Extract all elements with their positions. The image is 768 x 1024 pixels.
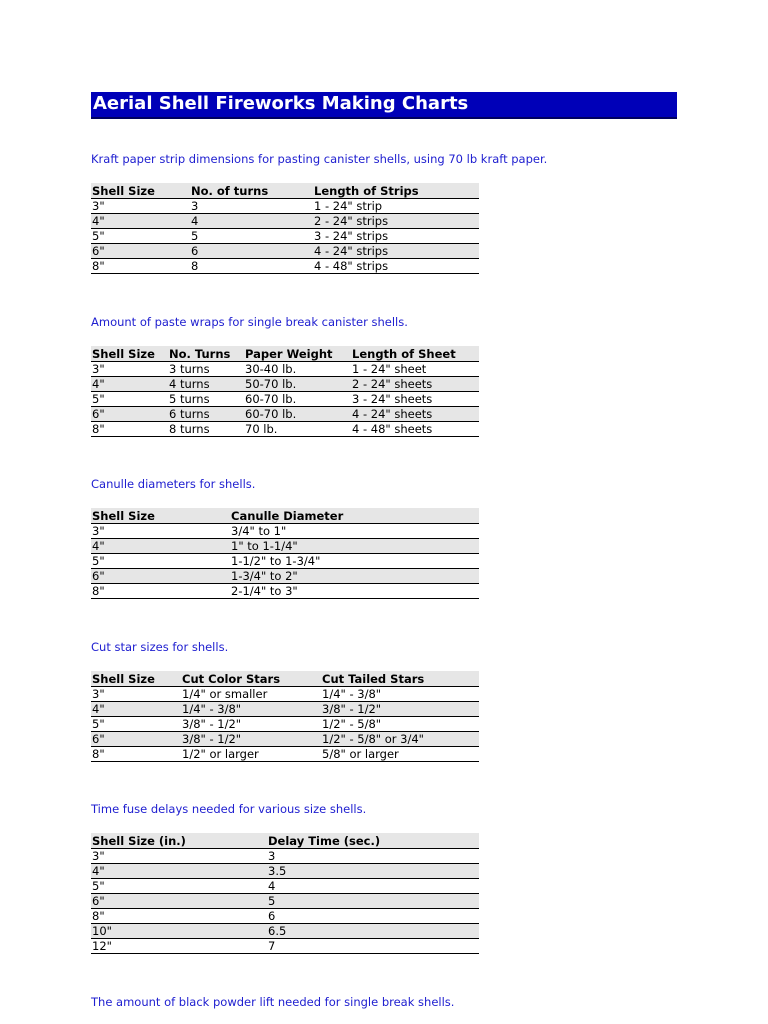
- canulle-table: [91, 508, 479, 599]
- table-row: [91, 864, 479, 879]
- table-cell: 8": [91, 747, 181, 762]
- cut-star-table: [91, 671, 479, 762]
- paste-wraps-table: [91, 346, 479, 437]
- table-cell: 6": [91, 894, 267, 909]
- lift-section-caption: The amount of black powder lift needed for single break shells.: [91, 995, 455, 1009]
- table-row: [91, 524, 479, 539]
- table-cell: 4 - 48" strips: [313, 259, 479, 274]
- table-row: [91, 849, 479, 864]
- table-cell: 6: [267, 909, 479, 924]
- table-cell: 3": [91, 687, 181, 702]
- table-cell: 4": [91, 214, 190, 229]
- table-cell: 3/8" - 1/2": [181, 717, 321, 732]
- table-cell: 3 - 24" sheets: [351, 392, 479, 407]
- table-row: [91, 362, 479, 377]
- table-cell: 4 turns: [168, 377, 244, 392]
- table-cell: 2-1/4" to 3": [230, 584, 479, 599]
- table-row: [91, 939, 479, 954]
- table-row: [91, 407, 479, 422]
- paste-wraps-section: [91, 315, 481, 437]
- table-row: [91, 422, 479, 437]
- column-header: Canulle Diameter: [230, 508, 479, 524]
- table-cell: 5: [267, 894, 479, 909]
- table-cell: 4": [91, 702, 181, 717]
- table-cell: 2 - 24" strips: [313, 214, 479, 229]
- table-cell: 3": [91, 849, 267, 864]
- table-row: [91, 879, 479, 894]
- table-cell: 1/4" - 3/8": [321, 687, 479, 702]
- column-header: Cut Tailed Stars: [321, 671, 479, 687]
- table-cell: 30-40 lb.: [244, 362, 351, 377]
- table-cell: 1 - 24" strip: [313, 199, 479, 214]
- section-caption: Time fuse delays needed for various size shells.: [91, 802, 367, 816]
- kraft-strip-table: [91, 183, 479, 274]
- table-cell: 1/2" - 5/8": [321, 717, 479, 732]
- table-cell: 5": [91, 554, 230, 569]
- table-row: [91, 244, 479, 259]
- table-cell: 5": [91, 717, 181, 732]
- table-row: [91, 377, 479, 392]
- table-cell: 4 - 24" sheets: [351, 407, 479, 422]
- table-cell: 6: [190, 244, 313, 259]
- table-row: [91, 259, 479, 274]
- table-cell: 1-1/2" to 1-3/4": [230, 554, 479, 569]
- table-cell: 4: [190, 214, 313, 229]
- table-cell: 1-3/4" to 2": [230, 569, 479, 584]
- table-cell: 2 - 24" sheets: [351, 377, 479, 392]
- table-row: [91, 894, 479, 909]
- table-cell: 1/4" or smaller: [181, 687, 321, 702]
- table-cell: 8": [91, 422, 168, 437]
- table-cell: 8: [190, 259, 313, 274]
- table-cell: 8": [91, 584, 230, 599]
- column-header: No. of turns: [190, 183, 313, 199]
- table-cell: 6": [91, 407, 168, 422]
- section-caption: Kraft paper strip dimensions for pasting canister shells, using 70 lb kraft paper.: [91, 152, 548, 166]
- column-header: Length of Sheet: [351, 346, 479, 362]
- table-cell: 5": [91, 879, 267, 894]
- table-cell: 3 turns: [168, 362, 244, 377]
- table-row: [91, 584, 479, 599]
- table-cell: 3": [91, 524, 230, 539]
- table-cell: 5": [91, 229, 190, 244]
- table-cell: 7: [267, 939, 479, 954]
- table-row: [91, 229, 479, 244]
- table-cell: 60-70 lb.: [244, 407, 351, 422]
- table-cell: 50-70 lb.: [244, 377, 351, 392]
- table-cell: 6": [91, 569, 230, 584]
- table-cell: 3 - 24" strips: [313, 229, 479, 244]
- cut-star-section: [91, 640, 481, 762]
- column-header: Delay Time (sec.): [267, 833, 479, 849]
- table-cell: 1/2" or larger: [181, 747, 321, 762]
- table-cell: 4": [91, 864, 267, 879]
- table-cell: 70 lb.: [244, 422, 351, 437]
- kraft-strip-section: [91, 152, 548, 274]
- column-header: Shell Size (in.): [91, 833, 267, 849]
- table-row: [91, 214, 479, 229]
- column-header: Shell Size: [91, 183, 190, 199]
- table-row: [91, 747, 479, 762]
- table-cell: 3: [190, 199, 313, 214]
- table-cell: 4 - 48" sheets: [351, 422, 479, 437]
- table-row: [91, 717, 479, 732]
- table-cell: 60-70 lb.: [244, 392, 351, 407]
- column-header: Shell Size: [91, 508, 230, 524]
- time-fuse-table: [91, 833, 479, 954]
- table-cell: 4": [91, 539, 230, 554]
- table-row: [91, 569, 479, 584]
- table-cell: 4 - 24" strips: [313, 244, 479, 259]
- table-cell: 3/8" - 1/2": [321, 702, 479, 717]
- table-cell: 4: [267, 879, 479, 894]
- table-cell: 3": [91, 199, 190, 214]
- table-cell: 6 turns: [168, 407, 244, 422]
- canulle-section: [91, 477, 481, 599]
- table-cell: 10": [91, 924, 267, 939]
- table-cell: 3": [91, 362, 168, 377]
- title-bar: [91, 92, 677, 119]
- table-header-row: [91, 833, 479, 849]
- column-header: Paper Weight: [244, 346, 351, 362]
- column-header: Shell Size: [91, 671, 181, 687]
- table-cell: 3: [267, 849, 479, 864]
- table-cell: 3/8" - 1/2": [181, 732, 321, 747]
- table-cell: 5/8" or larger: [321, 747, 479, 762]
- table-cell: 6": [91, 244, 190, 259]
- table-cell: 8 turns: [168, 422, 244, 437]
- table-row: [91, 909, 479, 924]
- table-row: [91, 732, 479, 747]
- table-cell: 5 turns: [168, 392, 244, 407]
- page-title: Aerial Shell Fireworks Making Charts: [93, 93, 469, 114]
- table-cell: 6": [91, 732, 181, 747]
- table-row: [91, 392, 479, 407]
- table-header-row: [91, 671, 479, 687]
- section-caption: Amount of paste wraps for single break canister shells.: [91, 315, 408, 329]
- table-row: [91, 539, 479, 554]
- table-cell: 4": [91, 377, 168, 392]
- table-cell: 6.5: [267, 924, 479, 939]
- table-cell: 1 - 24" sheet: [351, 362, 479, 377]
- table-cell: 3/4" to 1": [230, 524, 479, 539]
- section-caption: Canulle diameters for shells.: [91, 477, 256, 491]
- table-cell: 8": [91, 259, 190, 274]
- section-caption: Cut star sizes for shells.: [91, 640, 229, 654]
- table-cell: 1/2" - 5/8" or 3/4": [321, 732, 479, 747]
- table-cell: 5": [91, 392, 168, 407]
- table-row: [91, 924, 479, 939]
- table-row: [91, 702, 479, 717]
- table-cell: 5: [190, 229, 313, 244]
- table-cell: 12": [91, 939, 267, 954]
- table-cell: 1/4" - 3/8": [181, 702, 321, 717]
- table-row: [91, 687, 479, 702]
- column-header: Shell Size: [91, 346, 168, 362]
- table-cell: 3.5: [267, 864, 479, 879]
- table-header-row: [91, 346, 479, 362]
- table-cell: 1" to 1-1/4": [230, 539, 479, 554]
- column-header: Cut Color Stars: [181, 671, 321, 687]
- table-cell: 8": [91, 909, 267, 924]
- table-header-row: [91, 183, 479, 199]
- table-row: [91, 554, 479, 569]
- table-header-row: [91, 508, 479, 524]
- column-header: Length of Strips: [313, 183, 479, 199]
- column-header: No. Turns: [168, 346, 244, 362]
- time-fuse-section: [91, 802, 481, 954]
- table-row: [91, 199, 479, 214]
